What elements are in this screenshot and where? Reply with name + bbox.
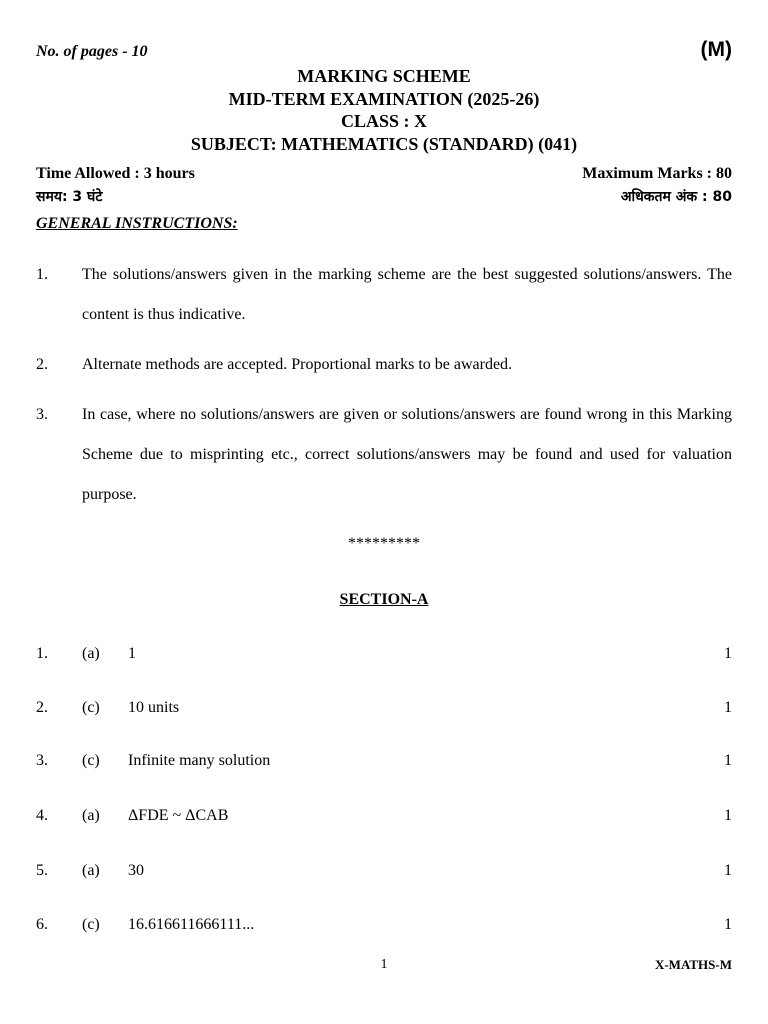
answer-text: 10 units — [128, 699, 180, 716]
answer-text: Infinite many solution — [128, 752, 271, 769]
answer-row — [36, 645, 732, 667]
instruction-item — [36, 345, 732, 385]
answer-marks: 1 — [724, 645, 732, 662]
general-instructions-heading: GENERAL INSTRUCTIONS: — [36, 215, 238, 232]
question-number: 5. — [36, 862, 48, 879]
instruction-item — [36, 395, 732, 515]
answer-marks: 1 — [724, 752, 732, 769]
question-number: 1. — [36, 645, 48, 662]
question-number: 3. — [36, 752, 48, 769]
instruction-number: 1. — [36, 266, 48, 283]
question-number: 4. — [36, 807, 48, 824]
answer-text: ΔFDE ~ ΔCAB — [128, 807, 229, 824]
answer-row — [36, 916, 732, 938]
question-number: 2. — [36, 699, 48, 716]
answer-option: (c) — [82, 752, 100, 769]
instruction-text: Alternate methods are accepted. Proportional marks to be awarded. — [82, 356, 513, 373]
section-separator: ********* — [348, 535, 420, 552]
question-number: 6. — [36, 916, 48, 933]
maximum-marks-hindi: अधिकतम अंक : 80 — [620, 189, 732, 205]
title-line-class: CLASS : X — [340, 111, 428, 131]
answer-text: 16.616611666111... — [128, 916, 255, 933]
section-a-heading: SECTION-A — [339, 591, 429, 608]
answer-row — [36, 862, 732, 884]
instruction-number: 2. — [36, 356, 48, 373]
maximum-marks: Maximum Marks : 80 — [582, 165, 732, 182]
instruction-number: 3. — [36, 406, 48, 423]
page-number: 1 — [380, 957, 388, 972]
answer-option: (c) — [82, 916, 100, 933]
title-line-marking-scheme: MARKING SCHEME — [297, 66, 471, 86]
answer-marks: 1 — [724, 807, 732, 824]
answer-row — [36, 752, 732, 774]
answer-text: 1 — [128, 645, 136, 662]
answer-row — [36, 699, 732, 721]
answer-row — [36, 807, 732, 829]
paper-set-code: (M) — [700, 38, 732, 61]
time-allowed-hindi: समय: 3 घंटे — [36, 189, 103, 205]
answer-marks: 1 — [724, 916, 732, 933]
instruction-text: In case, where no solutions/answers are given or solutions/answers are found wrong in this Marking Scheme due to misprinting etc., correct solutions/answers may be found and used for valuation purpose. — [82, 406, 732, 503]
answer-option: (a) — [82, 862, 100, 879]
document-title — [0, 65, 768, 155]
answer-marks: 1 — [724, 699, 732, 716]
title-line-exam-name: MID-TERM EXAMINATION (2025-26) — [228, 88, 540, 109]
answer-option: (a) — [82, 807, 100, 824]
answer-marks: 1 — [724, 862, 732, 879]
instruction-item — [36, 255, 732, 335]
title-line-subject: SUBJECT: MATHEMATICS (STANDARD) (041) — [190, 133, 578, 154]
answer-option: (a) — [82, 645, 100, 662]
answer-option: (c) — [82, 699, 100, 716]
instruction-text: The solutions/answers given in the marking scheme are the best suggested solutions/answers. The content is thus indicative. — [82, 266, 732, 323]
footer-paper-code: X-MATHS-M — [654, 957, 732, 972]
pages-count-label: No. of pages - 10 — [36, 43, 148, 60]
answer-text: 30 — [128, 862, 144, 879]
time-allowed: Time Allowed : 3 hours — [36, 165, 195, 182]
